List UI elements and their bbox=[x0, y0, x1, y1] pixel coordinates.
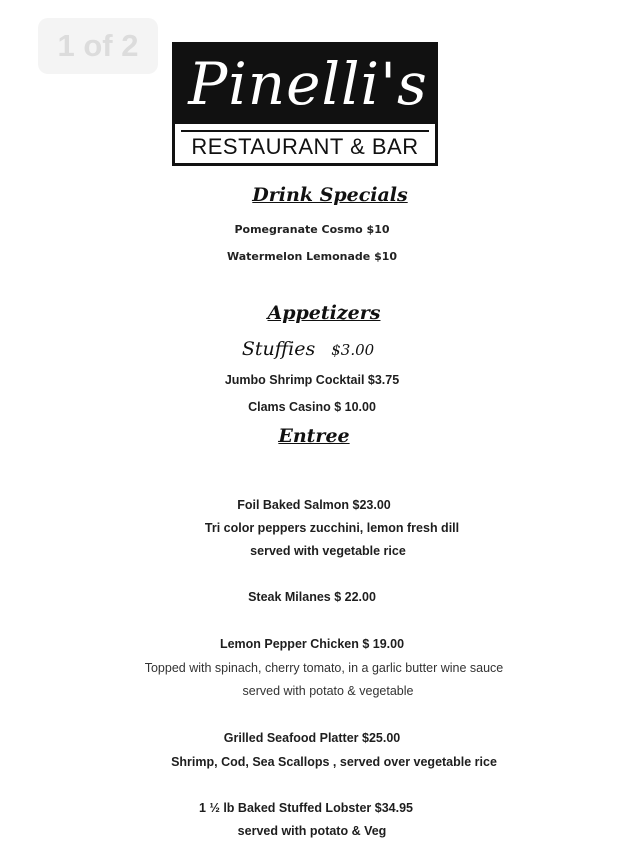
drink-specials-heading: Drink Specials bbox=[252, 184, 408, 206]
restaurant-logo bbox=[172, 42, 438, 166]
stuffies-line bbox=[0, 338, 628, 360]
entree-salmon-desc-1: Tri color peppers zucchini, lemon fresh dill bbox=[204, 521, 460, 535]
stuffies-price: $3.00 bbox=[331, 341, 375, 359]
entree-chicken-desc-2: served with potato & vegetable bbox=[242, 684, 414, 698]
page-indicator: 1 of 2 bbox=[38, 18, 158, 74]
entree-heading: Entree bbox=[278, 425, 350, 447]
entree-seafood-name: Grilled Seafood Platter $25.00 bbox=[223, 731, 401, 745]
appetizer-item-2: Clams Casino $ 10.00 bbox=[248, 400, 376, 414]
logo-script-text: Pinelli's bbox=[188, 50, 428, 118]
stuffies-label: Stuffies bbox=[241, 338, 316, 360]
logo-subtitle-panel bbox=[172, 124, 438, 166]
entree-lobster-desc-1: served with potato & Veg bbox=[237, 824, 387, 838]
logo-divider bbox=[181, 130, 429, 132]
logo-subtitle: RESTAURANT & BAR bbox=[191, 134, 419, 159]
entree-salmon-desc-2: served with vegetable rice bbox=[250, 544, 406, 558]
entree-seafood-desc-1: Shrimp, Cod, Sea Scallops , served over vegetable rice bbox=[171, 755, 497, 769]
entree-steak-name: Steak Milanes $ 22.00 bbox=[248, 590, 376, 604]
drink-item-1: Pomegranate Cosmo $10 bbox=[234, 223, 390, 236]
logo-script-panel bbox=[172, 42, 438, 124]
entree-chicken-name: Lemon Pepper Chicken $ 19.00 bbox=[219, 637, 405, 651]
entree-chicken-desc-1: Topped with spinach, cherry tomato, in a garlic butter wine sauce bbox=[144, 661, 504, 675]
appetizers-heading: Appetizers bbox=[267, 302, 381, 324]
appetizer-item-1: Jumbo Shrimp Cocktail $3.75 bbox=[224, 373, 400, 387]
entree-lobster-name: 1 ½ lb Baked Stuffed Lobster $34.95 bbox=[199, 801, 413, 815]
drink-item-2: Watermelon Lemonade $10 bbox=[226, 250, 398, 263]
entree-salmon-name: Foil Baked Salmon $23.00 bbox=[237, 498, 391, 512]
